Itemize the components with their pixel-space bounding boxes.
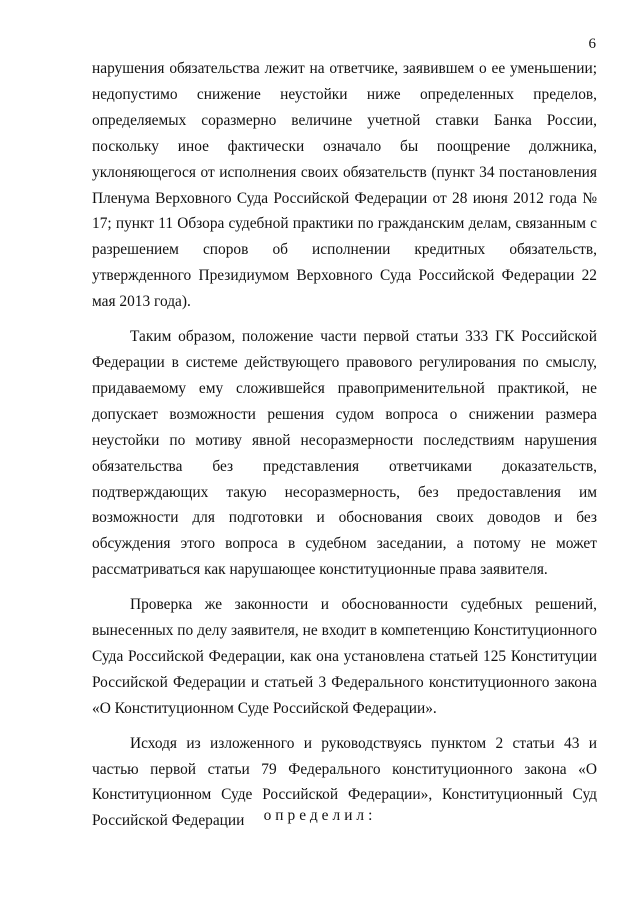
page-number: 6: [588, 36, 596, 52]
paragraph-jurisdiction: Проверка же законности и обоснованности судебных решений, вынесенных по делу заявителя, не входит в компетенцию Конституционного Суда Российской Федерации, как она установлена статьей 125 Конституции Российской Федерации и статьей 3 Федерального конституционного закона «О Конституционном Суде Российской Федерации».: [92, 596, 597, 717]
paragraph-grounds: Исходя из изложенного и руководствуясь пунктом 2 статьи 43 и частью первой статьи 79 Федерального конституционного закона «О Конституционном Суде Российской Федерации», Конституционный Суд Российской Федерации: [92, 734, 597, 830]
paragraph-continuation: нарушения обязательства лежит на ответчике, заявившем о ее уменьшении; недопустимо снижение неустойки ниже определенных пределов, определяемых соразмерно величине учетной ставки Банка России, поскольку иное фактически означало бы поощрение должника, уклоняющегося от исполнения своих обязательств (пункт 34 постановления Пленума Верховного Суда Российской Федерации от 28 июня 2012 года № 17; пункт 11 Обзора судебной практики по гражданским делам, связанным с разрешением споров об исполнении кредитных обязательств, утвержденного Президиумом Верховного Суда Российской Федерации 22 мая 2013 года).: [92, 60, 597, 311]
decree-heading: определил:: [263, 807, 377, 824]
paragraph-conclusion: Таким образом, положение части первой статьи 333 ГК Российской Федерации в системе действующего правового регулирования по смыслу, придаваемому ему сложившейся правоприменительной практикой, не допускает возможности решения судом вопроса о снижении размера неустойки по мотиву явной несоразмерности последствиям нарушения обязательства без представления ответчиками доказательств, подтверждающих такую несоразмерность, без предоставления им возможности для подготовки и обоснования своих доводов и без обсуждения этого вопроса в судебном заседании, а потому не может рассматриваться как нарушающее конституционные права заявителя.: [92, 328, 597, 579]
document-body: [92, 56, 597, 834]
